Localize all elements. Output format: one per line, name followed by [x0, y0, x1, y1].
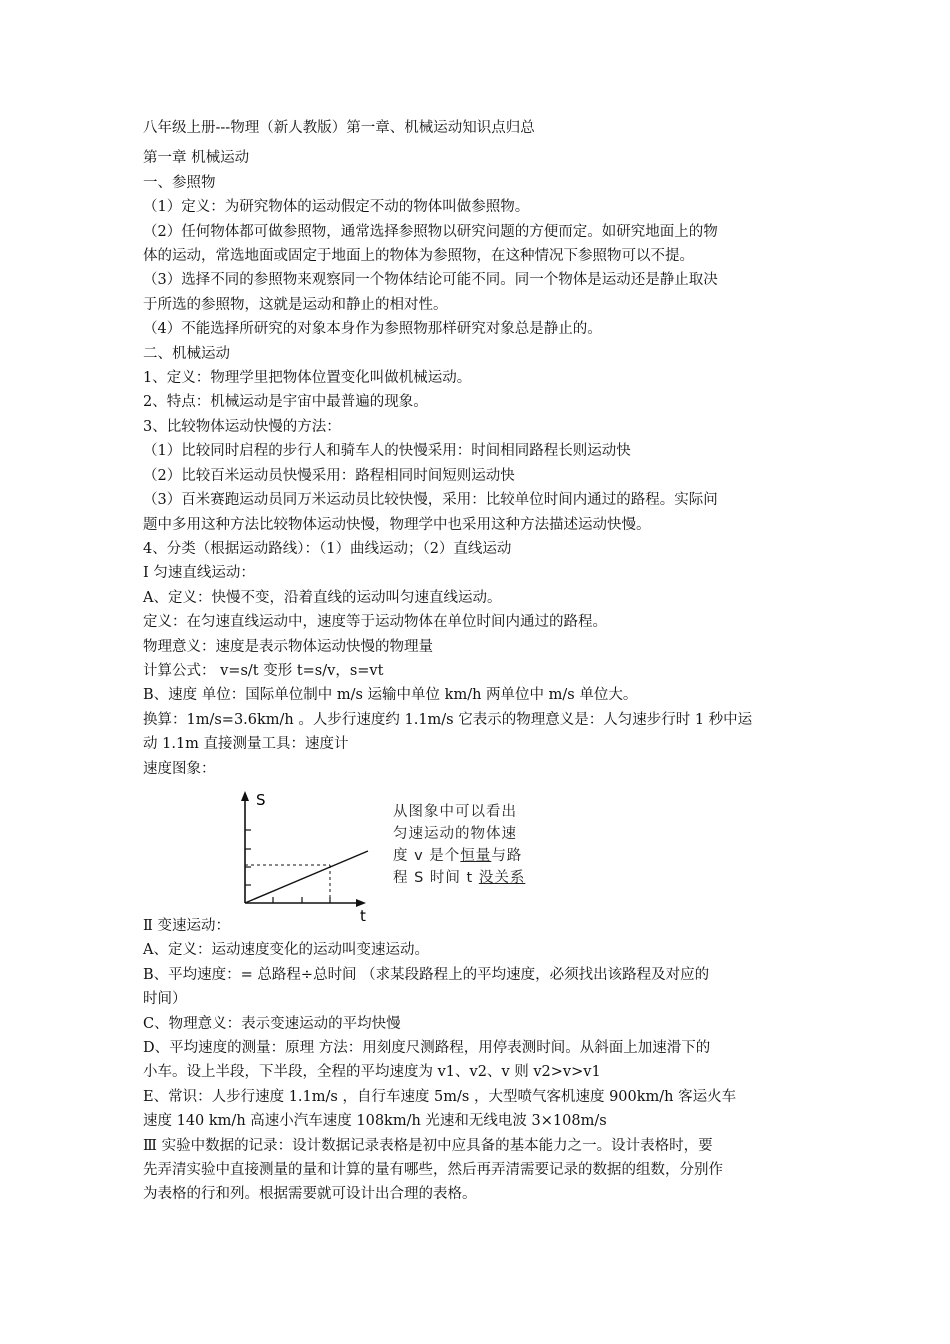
- text-line: 换算：1m/s=3.6km/h 。人步行速度约 1.1m/s 它表示的物理意义是：人匀速步行时 1 秒中运: [143, 711, 753, 728]
- text-line: C、物理意义：表示变速运动的平均快慢: [143, 1015, 401, 1032]
- text-line: 4、分类（根据运动路线）：（1）曲线运动；（2）直线运动: [143, 540, 512, 557]
- text-line: 速度 140 km/h 高速小汽车速度 108km/h 光速和无线电波 3×108m/s: [143, 1113, 607, 1130]
- text-line: 动 1.1m 直接测量工具：速度计: [143, 736, 349, 753]
- text-line: （3）百米赛跑运动员同万米运动员比较快慢，采用：比较单位时间内通过的路程。实际问: [143, 492, 718, 509]
- text-line: A、定义：运动速度变化的运动叫变速运动。: [143, 942, 429, 959]
- text-line: 物理意义：速度是表示物体运动快慢的物理量: [143, 638, 433, 655]
- text-line: Ⅱ 变速运动：: [143, 918, 230, 934]
- text-line: D、平均速度的测量：原理 方法：用刻度尺测路程，用停表测时间。从斜面上加速滑下的: [143, 1040, 711, 1057]
- text-line: 先弄清实验中直接测量的量和计算的量有哪些，然后再弄清需要记录的数据的组数，分别作: [143, 1162, 723, 1179]
- x-axis-label: t: [360, 907, 366, 925]
- uniform-speed-line: [245, 851, 368, 903]
- text-line: 3、比较物体运动快慢的方法：: [143, 418, 341, 435]
- text-line: 二、机械运动: [143, 345, 230, 362]
- caption-line: 度 v 是个恒量与路: [393, 848, 523, 864]
- text-line: 为表格的行和列。根据需要就可设计出合理的表格。: [143, 1186, 477, 1203]
- text-line: Ⅰ 匀速直线运动：: [143, 565, 255, 582]
- text-line: 1、定义：物理学里把物体位置变化叫做机械运动。: [143, 370, 472, 387]
- caption-line: 从图象中可以看出: [393, 804, 517, 820]
- y-axis-label: S: [256, 791, 266, 809]
- text-line: （4）不能选择所研究的对象本身作为参照物那样研究对象总是静止的。: [143, 321, 602, 338]
- text-line: （2）任何物体都可做参照物，通常选择参照物以研究问题的方便而定。如研究地面上的物: [143, 223, 718, 240]
- text-line: 第一章 机械运动: [143, 150, 250, 167]
- text-line: Ⅲ 实验中数据的记录：设计数据记录表格是初中应具备的基本能力之一。设计表格时，要: [143, 1137, 713, 1154]
- caption-line: 匀速运动的物体速: [393, 826, 517, 842]
- x-axis-arrow: [356, 899, 366, 907]
- text-line: 体的运动，常选地面或固定于地面上的物体为参照物，在这种情况下参照物可以不提。: [143, 248, 694, 265]
- text-line: 定义：在匀速直线运动中，速度等于运动物体在单位时间内通过的路程。: [143, 614, 607, 631]
- text-line: （1）比较同时启程的步行人和骑车人的快慢采用：时间相同路程长则运动快: [143, 443, 631, 460]
- text-line: B、速度 单位：国际单位制中 m/s 运输中单位 km/h 两单位中 m/s 单位大。: [143, 687, 638, 704]
- text-line: E、常识：人步行速度 1.1m/s ，自行车速度 5m/s ，大型喷气客机速度 900km/h 客运火车: [143, 1088, 737, 1105]
- text-line: A、定义：快慢不变，沿着直线的运动叫匀速直线运动。: [143, 589, 502, 606]
- text-line: 一、参照物: [143, 174, 216, 191]
- text-line: 题中多用这种方法比较物体运动快慢，物理学中也采用这种方法描述运动快慢。: [143, 516, 651, 533]
- text-line: 速度图象：: [143, 760, 216, 777]
- caption-line: 程 S 时间 t 没关系: [393, 870, 526, 886]
- text-line: 小车。设上半段，下半段，全程的平均速度为 v1、v2、v 则 v2>v>v1: [143, 1064, 601, 1081]
- text-line: B、平均速度：= 总路程÷总时间 （求某段路程上的平均速度，必须找出该路程及对应的: [143, 966, 710, 983]
- text-line: 时间）: [143, 991, 187, 1008]
- text-line: （1）定义：为研究物体的运动假定不动的物体叫做参照物。: [143, 199, 530, 216]
- text-block-bottom: [143, 914, 809, 1207]
- text-line: （2）比较百米运动员快慢采用：路程相同时间短则运动快: [143, 467, 515, 484]
- text-line: 于所选的参照物，这就是运动和静止的相对性。: [143, 296, 448, 313]
- text-block-top: [143, 116, 809, 781]
- text-line: 2、特点：机械运动是宇宙中最普遍的现象。: [143, 394, 428, 411]
- text-line: 八年级上册---物理（新人教版）第一章、机械运动知识点归总: [143, 120, 535, 136]
- text-line: （3）选择不同的参照物来观察同一个物体结论可能不同。同一个物体是运动还是静止取决: [143, 272, 718, 289]
- graph-caption: [393, 801, 563, 889]
- text-line: 计算公式： v=s/t 变形 t=s/v，s=vt: [143, 662, 384, 679]
- y-axis-arrow: [241, 791, 249, 801]
